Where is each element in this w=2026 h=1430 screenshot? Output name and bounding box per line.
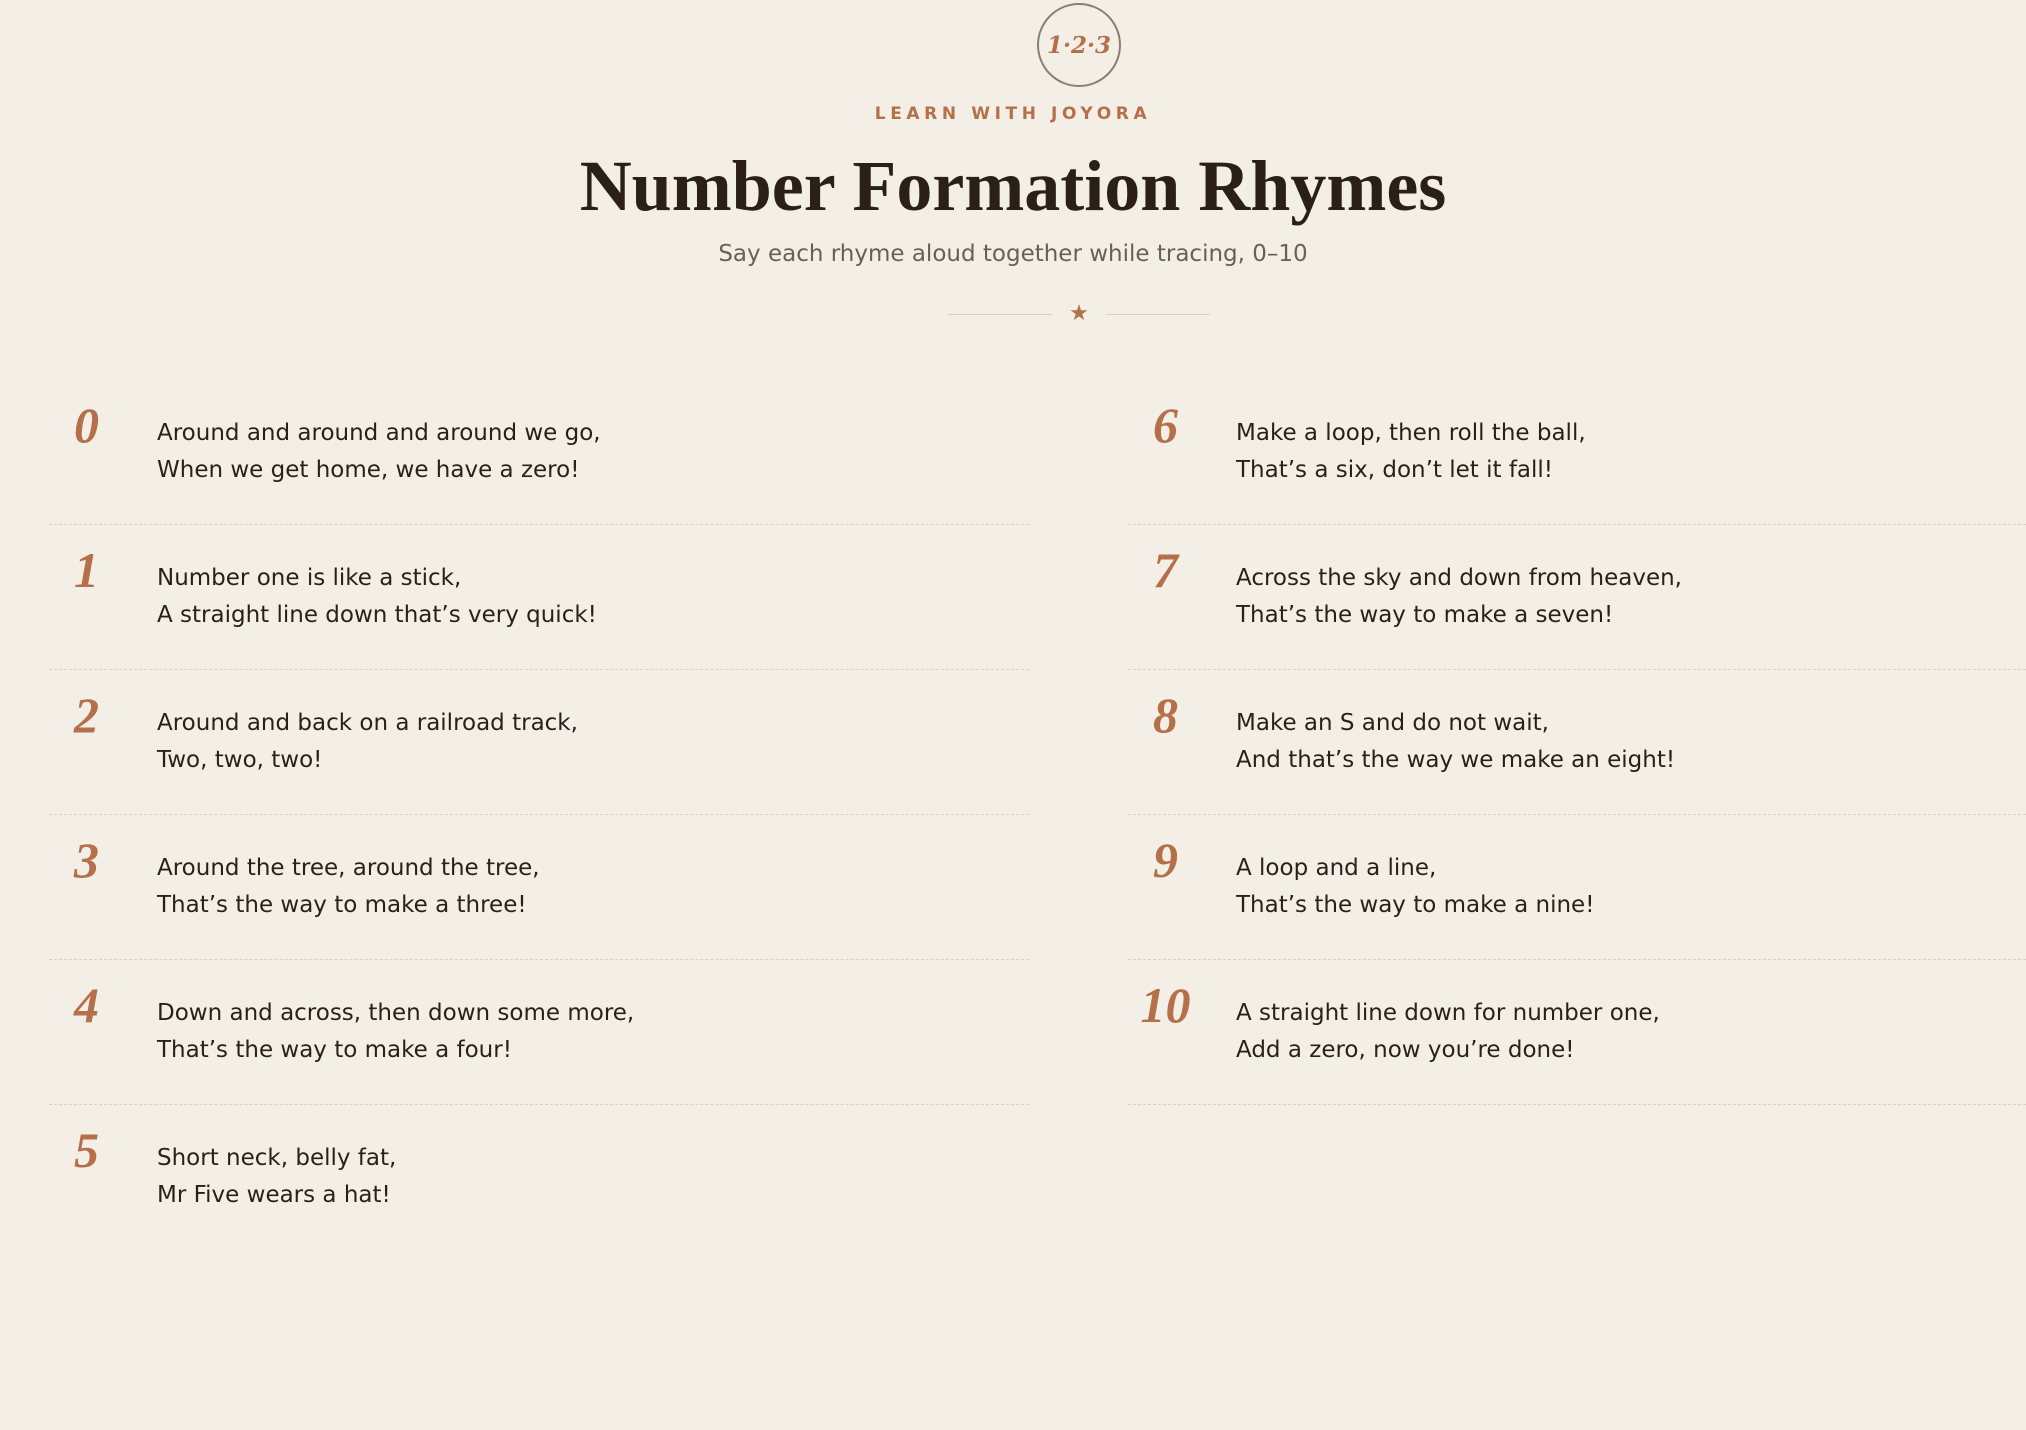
rhyme-line-2: That’s the way to make a three! — [157, 892, 527, 918]
rhyme-number: 5 — [74, 1122, 99, 1178]
rhyme-number: 3 — [74, 832, 99, 888]
page-title: Number Formation Rhymes — [579, 146, 1447, 226]
rhyme-number: 10 — [1140, 977, 1191, 1033]
rhyme-line-2: That’s the way to make a nine! — [1236, 892, 1595, 918]
rhyme-line-1: Number one is like a stick, — [157, 565, 462, 591]
rhyme-text — [1236, 995, 1660, 1069]
divider-line-left — [948, 314, 1052, 315]
rhyme-text — [1236, 415, 1586, 489]
rhyme-item — [1128, 525, 2026, 670]
divider-line-right — [1106, 314, 1210, 315]
rhyme-text — [157, 850, 540, 924]
rhyme-line-1: Make an S and do not wait, — [1236, 710, 1549, 736]
rhyme-line-1: Make a loop, then roll the ball, — [1236, 420, 1586, 446]
rhyme-item — [1128, 380, 2026, 525]
rhyme-line-2: A straight line down that’s very quick! — [157, 602, 597, 628]
rhyme-line-2: And that’s the way we make an eight! — [1236, 747, 1676, 773]
rhyme-number: 7 — [1153, 542, 1178, 598]
rhyme-number: 1 — [74, 542, 99, 598]
rhyme-text — [157, 705, 578, 779]
rhyme-line-1: Around and around and around we go, — [157, 420, 601, 446]
page-subtitle: Say each rhyme aloud together while tracing, 0–10 — [718, 241, 1308, 267]
logo-badge: 1·2·3 — [1037, 3, 1121, 87]
rhyme-item — [49, 1105, 1029, 1250]
rhyme-text — [1236, 560, 1682, 634]
rhymes-column-left — [49, 380, 1029, 1250]
rhyme-number: 9 — [1153, 832, 1178, 888]
rhyme-item — [1128, 960, 2026, 1105]
rhyme-number: 6 — [1153, 397, 1178, 453]
rhyme-line-2: Two, two, two! — [157, 747, 323, 773]
rhyme-item — [1128, 815, 2026, 960]
rhyme-item — [49, 525, 1029, 670]
rhyme-number: 0 — [74, 397, 99, 453]
rhyme-item — [1128, 670, 2026, 815]
rhyme-item — [49, 670, 1029, 815]
rhyme-text — [157, 560, 597, 634]
rhyme-line-2: That’s the way to make a seven! — [1236, 602, 1614, 628]
rhyme-line-2: That’s a six, don’t let it fall! — [1236, 457, 1554, 483]
rhyme-line-2: That’s the way to make a four! — [157, 1037, 512, 1063]
rhyme-item — [49, 815, 1029, 960]
rhyme-line-2: Mr Five wears a hat! — [157, 1182, 391, 1208]
rhyme-line-1: A straight line down for number one, — [1236, 1000, 1660, 1026]
rhyme-number: 4 — [74, 977, 99, 1033]
rhyme-line-1: Down and across, then down some more, — [157, 1000, 635, 1026]
rhyme-item — [49, 960, 1029, 1105]
rhyme-number: 8 — [1153, 687, 1178, 743]
rhyme-text — [157, 415, 601, 489]
star-icon: ★ — [1069, 301, 1089, 326]
rhyme-line-2: Add a zero, now you’re done! — [1236, 1037, 1575, 1063]
rhyme-line-1: Short neck, belly fat, — [157, 1145, 397, 1171]
eyebrow-label: LEARN WITH JOYORA — [874, 104, 1152, 124]
rhyme-line-1: Around and back on a railroad track, — [157, 710, 578, 736]
rhyme-line-1: Around the tree, around the tree, — [157, 855, 540, 881]
rhyme-line-1: A loop and a line, — [1236, 855, 1437, 881]
rhyme-text — [1236, 705, 1675, 779]
ornament-divider — [948, 300, 1210, 330]
rhyme-line-2: When we get home, we have a zero! — [157, 457, 580, 483]
rhyme-text — [157, 995, 634, 1069]
rhyme-item — [49, 380, 1029, 525]
rhymes-column-right — [1128, 380, 2026, 1105]
rhyme-text — [1236, 850, 1594, 924]
rhyme-text — [157, 1140, 396, 1214]
rhyme-number: 2 — [74, 687, 99, 743]
rhyme-line-1: Across the sky and down from heaven, — [1236, 565, 1682, 591]
